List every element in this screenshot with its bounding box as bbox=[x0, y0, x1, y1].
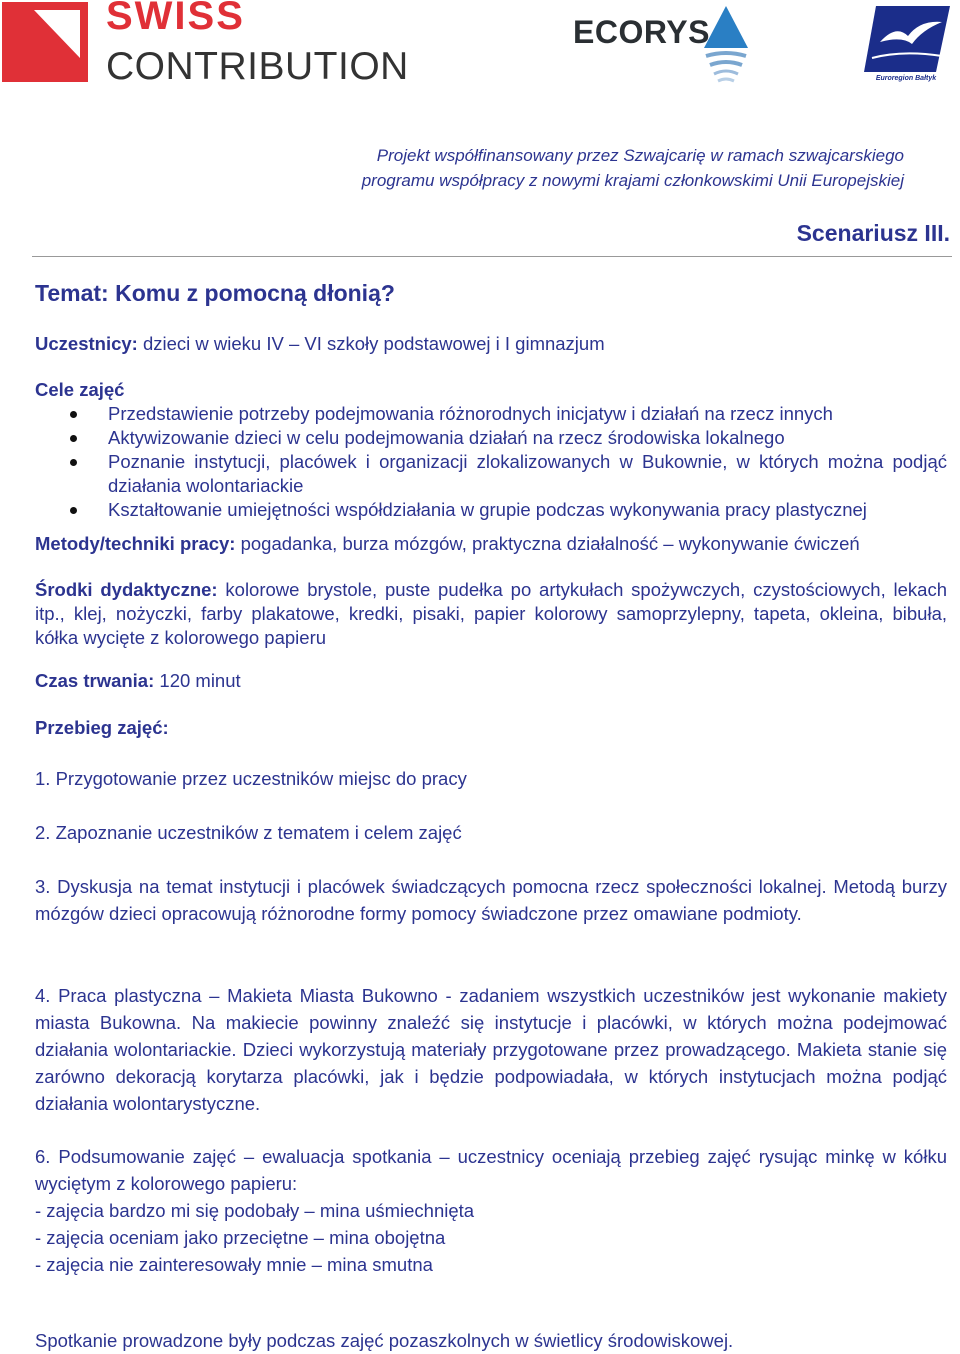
goal-item-text: Poznanie instytucji, placówek i organizacji zlokalizowanych w Bukownie, w których można podjąć działania wolontariackie bbox=[108, 451, 947, 496]
ecorys-triangle-icon bbox=[700, 4, 752, 84]
scenario-title: Scenariusz III. bbox=[796, 220, 950, 246]
course-step-1: 1. Przygotowanie przez uczestników miejsc do pracy bbox=[35, 768, 467, 789]
euroregion-caption: Euroregion Bałtyk bbox=[875, 75, 937, 82]
ecorys-logo bbox=[570, 0, 760, 90]
goal-item-text: Kształtowanie umiejętności współdziałania w grupie podczas wykonywania pracy plastycznej bbox=[108, 499, 867, 520]
swiss-logo-line2: CONTRIBUTION bbox=[106, 45, 409, 88]
course-step-2: 2. Zapoznanie uczestników z tematem i celem zajęć bbox=[35, 822, 462, 843]
project-notice-line1: Projekt współfinansowany przez Szwajcarię w ramach szwajcarskiego bbox=[376, 146, 904, 165]
duration-label: Czas trwania: bbox=[35, 670, 155, 691]
euroregion-baltyk-logo bbox=[858, 2, 954, 86]
swiss-contribution-logo bbox=[0, 0, 430, 90]
materials-label: Środki dydaktyczne: bbox=[35, 579, 218, 600]
rating-option: - zajęcia bardzo mi się podobały – mina uśmiechnięta bbox=[35, 1200, 475, 1221]
goals-heading: Cele zajęć bbox=[35, 379, 125, 400]
participants-text: dzieci w wieku IV – VI szkoły podstawowej i I gimnazjum bbox=[137, 333, 605, 354]
course-step-4: 4. Praca plastyczna – Makieta Miasta Bukowno - zadaniem wszystkich uczestników jest wykonanie makiety miasta Bukowna. Na makiecie powinny znaleźć się instytucje i placówki, w których można podejmować działania wolontariackie. Dzieci wykorzystują materiały przygotowane przez prowadzącego. Makieta stanie się zarówno dekoracją korytarza placówki, jak i będzie podpowiadała, w których instytucjach można podjąć działania wolontarystyczne. bbox=[35, 985, 947, 1114]
ecorys-logo-text: ECORYS bbox=[573, 14, 710, 50]
participants-label: Uczestnicy: bbox=[35, 333, 138, 354]
methods-line bbox=[35, 532, 947, 556]
duration-line bbox=[35, 669, 947, 693]
closing-note: Spotkanie prowadzone były podczas zajęć pozaszkolnych w świetlicy środowiskowej. bbox=[35, 1330, 734, 1351]
bullet-icon bbox=[70, 507, 77, 514]
rating-option: - zajęcia oceniam jako przeciętne – mina obojętna bbox=[35, 1227, 446, 1248]
bullet-icon bbox=[70, 411, 77, 418]
course-step-3: 3. Dyskusja na temat instytucji i placówek świadczących pomocna rzecz społeczności lokalnej. Metodą burzy mózgów dzieci opracowują różnorodne formy pomocy świadczone przez omawiane podmioty. bbox=[35, 876, 947, 924]
seagull-emblem-icon bbox=[862, 2, 952, 74]
course-step-6: 6. Podsumowanie zajęć – ewaluacja spotkania – uczestnicy oceniają przebieg zajęć rysując minkę w kółku wyciętym z kolorowego papieru: bbox=[35, 1146, 947, 1194]
methods-label: Metody/techniki pracy: bbox=[35, 533, 236, 554]
topic-heading: Temat: Komu z pomocną dłonią? bbox=[35, 280, 395, 306]
rating-option: - zajęcia nie zainteresowały mnie – mina smutna bbox=[35, 1254, 433, 1275]
materials-text: kolorowe brystole, puste pudełka po artykułach spożywczych, czystościowych, lekach itp., klej, nożyczki, farby plakatowe, kredki, pisaki, papier kolorowy samoprzylepny, tapeta, okleina, bibuła, kółka wycięte z kolorowego papieru bbox=[35, 579, 947, 648]
goal-item-text: Przedstawienie potrzeby podejmowania różnorodnych inicjatyw i działań na rzecz innych bbox=[108, 403, 833, 424]
swiss-logo-line1: SWISS bbox=[106, 0, 245, 38]
duration-text: 120 minut bbox=[154, 670, 241, 691]
methods-text: pogadanka, burza mózgów, praktyczna działalność – wykonywanie ćwiczeń bbox=[235, 533, 860, 554]
swiss-arrow-icon bbox=[0, 0, 90, 84]
project-notice-line2: programu współpracy z nowymi krajami członkowskimi Unii Europejskiej bbox=[361, 171, 904, 190]
goal-item-text: Aktywizowanie dzieci w celu podejmowania działań na rzecz środowiska lokalnego bbox=[108, 427, 785, 448]
bullet-icon bbox=[70, 459, 77, 466]
course-heading: Przebieg zajęć: bbox=[35, 717, 169, 738]
participants-line bbox=[35, 332, 947, 356]
materials-paragraph bbox=[35, 578, 947, 650]
bullet-icon bbox=[70, 435, 77, 442]
header-divider bbox=[32, 256, 952, 257]
